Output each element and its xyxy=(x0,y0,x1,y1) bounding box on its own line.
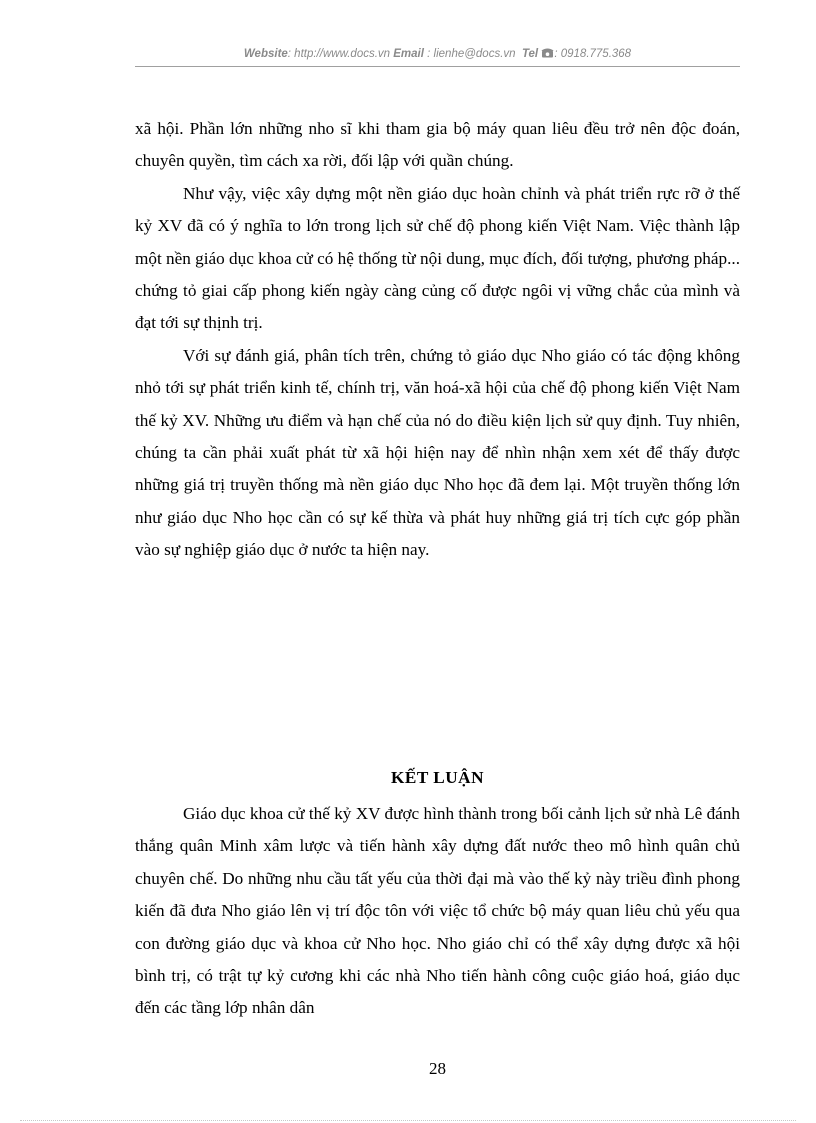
page-header xyxy=(135,47,740,61)
phone-icon xyxy=(541,47,554,61)
email-label: Email xyxy=(393,48,424,60)
email-value: : lienhe@docs.vn xyxy=(427,48,516,60)
tel-label: Tel xyxy=(521,48,539,60)
page-number: 28 xyxy=(429,1059,446,1078)
paragraph-2: Như vậy, việc xây dựng một nền giáo dục hoàn chỉnh và phát triển rực rỡ ở thế kỷ XV đã có ý nghĩa to lớn trong lịch sử chế độ phong kiến Việt Nam. Việc thành lập một nền giáo dục khoa cử có hệ thống từ nội dung, mục đích, đối tượng, phương pháp... chứng tỏ giai cấp phong kiến ngày càng củng cố được ngôi vị vững chắc của mình và đạt tới sự thịnh trị. xyxy=(135,183,740,333)
conclusion-heading: KẾT LUẬN xyxy=(391,768,484,787)
bottom-divider xyxy=(20,1120,796,1121)
header-divider xyxy=(135,66,740,67)
top-section xyxy=(135,113,740,567)
paragraph-3: Với sự đánh giá, phân tích trên, chứng tỏ giáo dục Nho giáo có tác động không nhỏ tới sự phát triển kinh tế, chính trị, văn hoá-xã hội của chế độ phong kiến Việt Nam thế kỷ XV. Những ưu điểm và hạn chế của nó do điều kiện lịch sử quy định. Tuy nhiên, chúng ta cần phải xuất phát từ xã hội hiện nay để nhìn nhận xem xét để thấy được những giá trị truyền thống mà nền giáo dục Nho học đã đem lại. Một truyền thống lớn như giáo dục Nho học cần có sự kế thừa và phát huy những giá trị tích cực góp phần vào sự nghiệp giáo dục ở nước ta hiện nay. xyxy=(135,345,740,560)
website-value: : http://www.docs.vn xyxy=(287,48,391,60)
conclusion-section xyxy=(135,798,740,1025)
tel-value: : 0918.775.368 xyxy=(554,48,632,60)
website-label: Website xyxy=(243,48,288,60)
conclusion-paragraph: Giáo dục khoa cử thế kỷ XV được hình thành trong bối cảnh lịch sử nhà Lê đánh thắng quân Minh xâm lược và tiến hành xây dựng đất nước theo mô hình quân chủ chuyên chế. Do những nhu cầu tất yếu của thời đại mà vào thế kỷ này triều đình phong kiến đã đưa Nho giáo lên vị trí độc tôn với việc tổ chức bộ máy quan liêu chủ yếu qua con đường giáo dục và khoa cử Nho học. Nho giáo chỉ có thể xây dựng được xã hội bình trị, có trật tự kỷ cương khi các nhà Nho tiến hành công cuộc giáo hoá, giáo dục đến các tầng lớp nhân dân xyxy=(135,804,740,1018)
paragraph-continuation: xã hội. Phần lớn những nho sĩ khi tham gia bộ máy quan liêu đều trở nên độc đoán, chuyên quyền, tìm cách xa rời, đối lập với quần chúng. xyxy=(135,119,740,171)
